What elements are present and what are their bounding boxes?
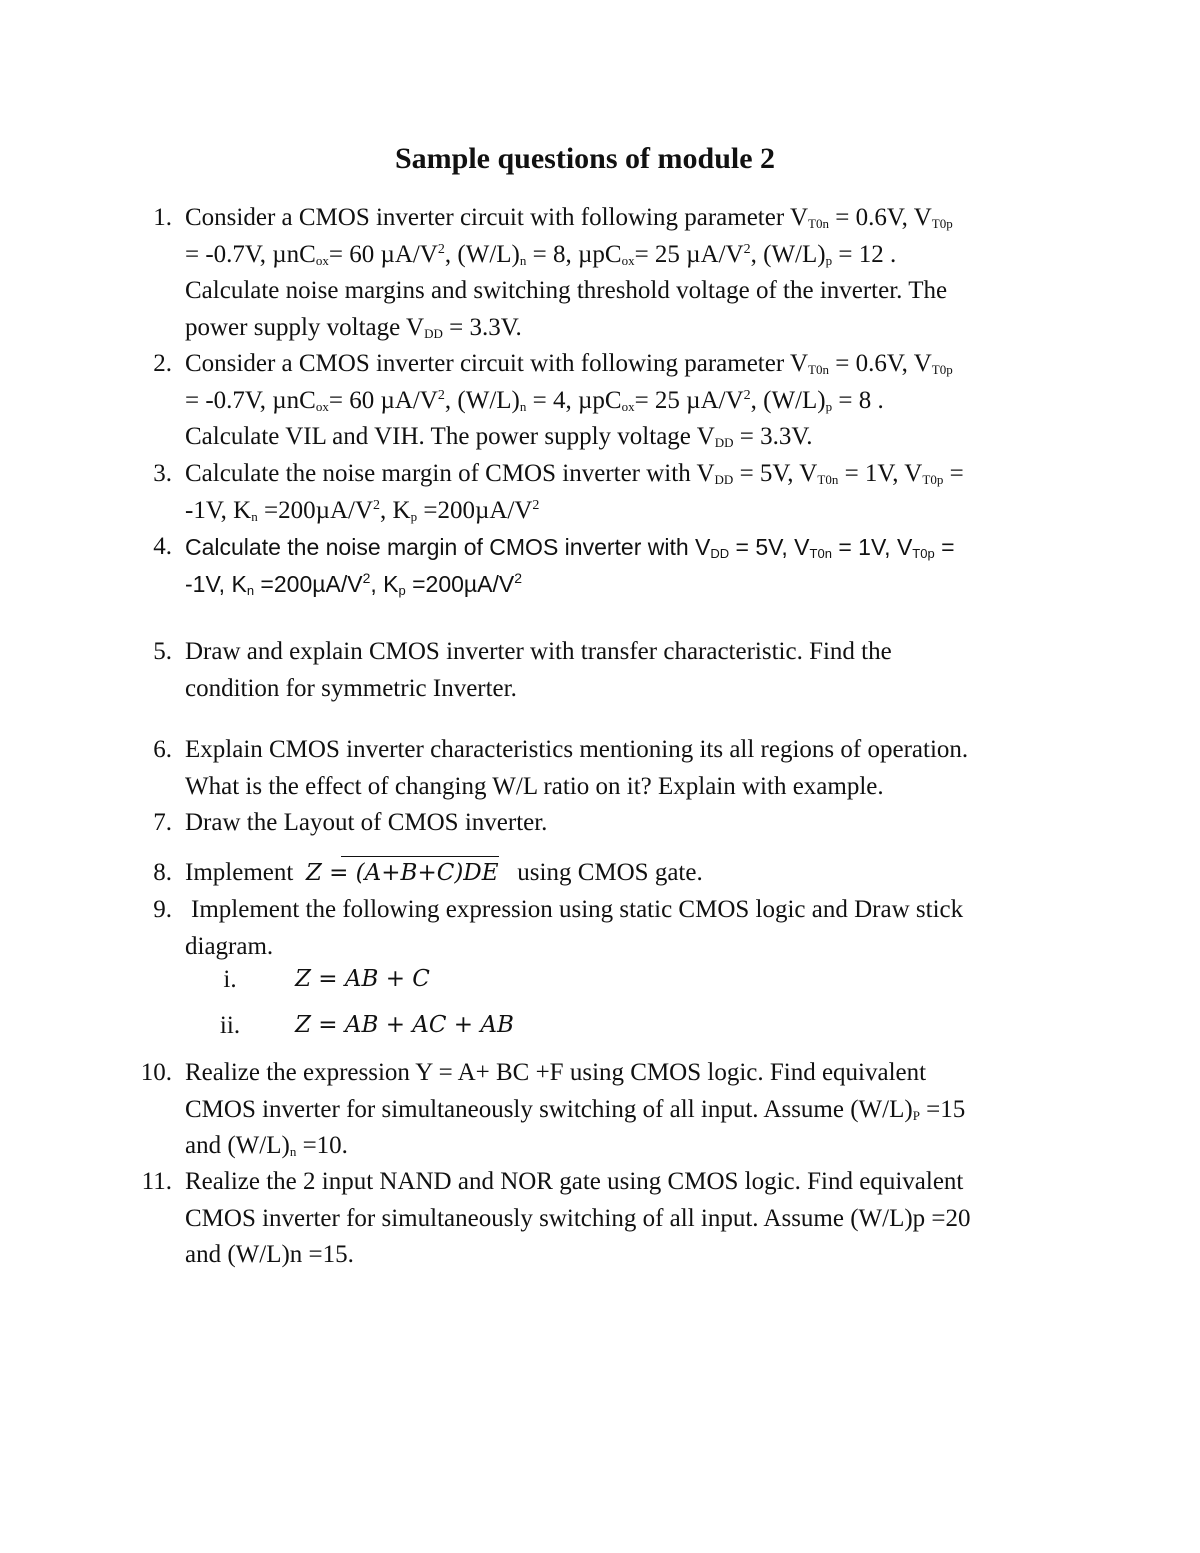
question-number: 2. [153,350,172,377]
question-text: Consider a CMOS inverter circuit with following parameter $V_{T0n} = 0.6V$, $V_{T0p}$ = -0.7V, µnC$_{ox}$= 60 $\mu A/V^2$, $(W/L)_n = 8$, µpC$_{ox}$= 25 $\mu A/V^2$, $(W/L)_p = 12$ . Calculate noise margins and switching threshold voltage of the inverter. The power supply voltage $V_{DD} = 3.3V$. [185,204,953,341]
question-number: 5. [153,638,172,665]
question-text: Explain CMOS inverter characteristics mentioning its all regions of operation. What is the effect of changing W/L ratio on it? Explain with example. [185,736,969,800]
sub-question-ii: ii. Z = AB + AC + AB [219,1012,514,1039]
question-text: Calculate the noise margin of CMOS inverter with $V_{DD} = 5V$, $V_{T0n} = 1V$, $V_{T0p}$ = -1V, $K_n =200\mu A/V^2$, $K_p =200\mu A/V^2$ [185,534,955,598]
question-number: 10. [140,1059,172,1086]
sub-question-i: i. Z = AB + C [223,966,430,993]
question-number: 9. [153,896,172,923]
question-number: 11. [141,1168,172,1195]
question-number: 8. [153,859,172,886]
question-number: 7. [153,809,172,836]
question-text: Realize the expression Y = A+ BC +F using CMOS logic. Find equivalent CMOS inverter for simultaneously switching of all input. Assume $(W/L)_P =15$ and $(W/L)_n =10$. [185,1059,966,1159]
equation: Z = AB + C [295,966,430,992]
question-text: Implement the following expression using static CMOS logic and Draw stick diagram. [185,896,964,960]
question-text: Draw the Layout of CMOS inverter. [185,809,548,836]
question-number: 6. [153,736,172,763]
question-text: Implement Z = (A+B+C)DE using CMOS gate. [185,855,1065,892]
page-title: Sample questions of module 2 [394,142,776,175]
question-text: Consider a CMOS inverter circuit with following parameter $V_{T0n} = 0.6V$, $V_{T0p}$ = -0.7V, µnC$_{ox}$= 60 $\mu A/V^2$, $(W/L)_n = 4$, µpC$_{ox}$= 25 $\mu A/V^2$, $(W/L)_p = 8$ . Calculate VIL and VIH. The power supply voltage $V_{DD} = 3.3V$. [185,350,953,450]
question-text: Realize the 2 input NAND and NOR gate using CMOS logic. Find equivalent CMOS inverter for simultaneously switching of all input. Assume (W/L)p =20 and (W/L)n =15. [185,1168,971,1268]
question-text: Calculate the noise margin of CMOS inverter with $V_{DD} = 5V$, $V_{T0n} = 1V$, $V_{T0p}$ = -1V, $K_n =200\mu A/V^2$, $K_p =200\mu A/V^2$ [185,460,964,524]
equation: Z = AB + AC + AB [295,1012,514,1038]
question-text: Draw and explain CMOS inverter with transfer characteristic. Find the condition for symmetric Inverter. [185,638,892,702]
question-number: 3. [153,460,172,487]
equation: Z = (A+B+C)DE [306,855,499,892]
question-number: 1. [153,204,172,231]
question-number: 4. [153,533,172,560]
